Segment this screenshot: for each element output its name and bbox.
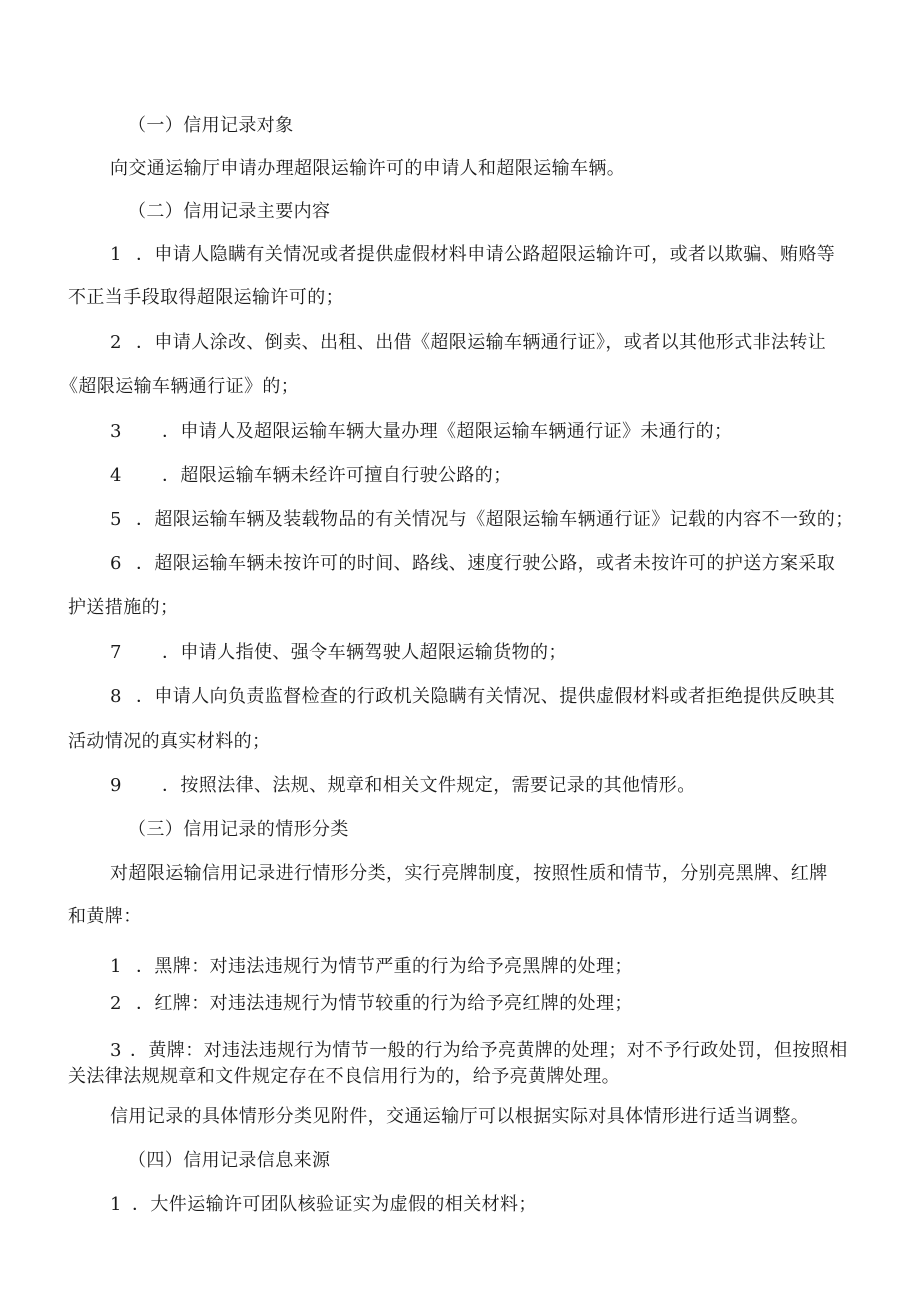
list-item-continuation: 关法律法规规章和文件规定存在不良信用行为的，给予亮黄牌处理。: [68, 1066, 620, 1087]
list-item: [110, 956, 633, 978]
list-item-text: ．申请人涂改、倒卖、出租、出借《超限运输车辆通行证》，或者以其他形式非法转让: [136, 332, 827, 353]
list-item-number: 6: [110, 553, 122, 574]
list-item-text: ．黄牌：对违法违规行为情节一般的行为给予亮黄牌的处理；对不予行政处罚，但按照相: [130, 1040, 848, 1061]
section-heading-4: （四）信用记录信息来源: [128, 1150, 331, 1171]
list-item-text: ．申请人隐瞒有关情况或者提供虚假材料申请公路超限运输许可，或者以欺骗、贿赂等: [136, 244, 836, 265]
list-item: [110, 642, 567, 664]
list-item-text: ．申请人指使、强令车辆驾驶人超限运输货物的；: [162, 642, 567, 663]
section-heading-3: （三）信用记录的情形分类: [128, 819, 349, 840]
list-item-text: ．超限运输车辆及装载物品的有关情况与《超限运输车辆通行证》记载的内容不一致的；: [136, 509, 854, 530]
list-item-text: ．超限运输车辆未按许可的时间、路线、速度行驶公路，或者未按许可的护送方案采取: [136, 553, 836, 574]
list-item-text: ．申请人及超限运输车辆大量办理《超限运输车辆通行证》未通行的；: [162, 421, 733, 442]
list-item-number: 3: [110, 1040, 122, 1061]
list-item-number: 5: [110, 509, 122, 530]
list-item-continuation: 活动情况的真实材料的；: [68, 731, 271, 752]
list-item-number: 1: [110, 244, 122, 265]
list-item: [110, 332, 826, 354]
list-item-text: ．黑牌：对违法违规行为情节严重的行为给予亮黑牌的处理；: [136, 956, 633, 977]
list-item-number: 1: [110, 956, 122, 977]
list-item-text: ．按照法律、法规、规章和相关文件规定，需要记录的其他情形。: [162, 775, 696, 796]
list-item-continuation: 不正当手段取得超限运输许可的；: [68, 287, 344, 308]
list-item-text: ．红牌：对违法违规行为情节较重的行为给予亮红牌的处理；: [136, 993, 633, 1014]
paragraph-continuation: 和黄牌：: [68, 906, 142, 927]
list-item: [110, 509, 854, 531]
list-item: [110, 553, 835, 575]
list-item-text: ．大件运输许可团队核验证实为虚假的相关材料；: [132, 1194, 537, 1215]
list-item: [110, 465, 512, 487]
list-item-number: 8: [110, 686, 122, 707]
list-item: [110, 686, 835, 708]
section-heading-1: （一）信用记录对象: [128, 115, 294, 136]
list-item-number: 2: [110, 332, 122, 353]
list-item-text: ．申请人向负责监督检查的行政机关隐瞒有关情况、提供虚假材料或者拒绝提供反映其: [136, 686, 836, 707]
paragraph-text: 向交通运输厅申请办理超限运输许可的申请人和超限运输车辆。: [110, 158, 626, 179]
list-item-continuation: 《超限运输车辆通行证》的；: [60, 376, 300, 397]
list-item: [110, 1040, 848, 1062]
section-heading-2: （二）信用记录主要内容: [128, 201, 331, 222]
list-item-number: 3: [110, 421, 122, 442]
list-item-continuation: 护送措施的；: [68, 597, 179, 618]
list-item: [110, 244, 835, 266]
list-item-number: 1: [110, 1194, 122, 1215]
list-item-number: 7: [110, 642, 122, 663]
list-item-text: ．超限运输车辆未经许可擅自行驶公路的；: [162, 465, 512, 486]
list-item-number: 4: [110, 465, 122, 486]
list-item: [110, 1194, 537, 1216]
paragraph-text: 信用记录的具体情形分类见附件，交通运输厅可以根据实际对具体情形进行适当调整。: [110, 1106, 810, 1127]
list-item-number: 2: [110, 993, 122, 1014]
list-item: [110, 421, 732, 443]
list-item: [110, 993, 633, 1015]
list-item-number: 9: [110, 775, 122, 796]
list-item: [110, 775, 696, 797]
paragraph-text: 对超限运输信用记录进行情形分类，实行亮牌制度，按照性质和情节，分别亮黑牌、红牌: [110, 863, 828, 884]
